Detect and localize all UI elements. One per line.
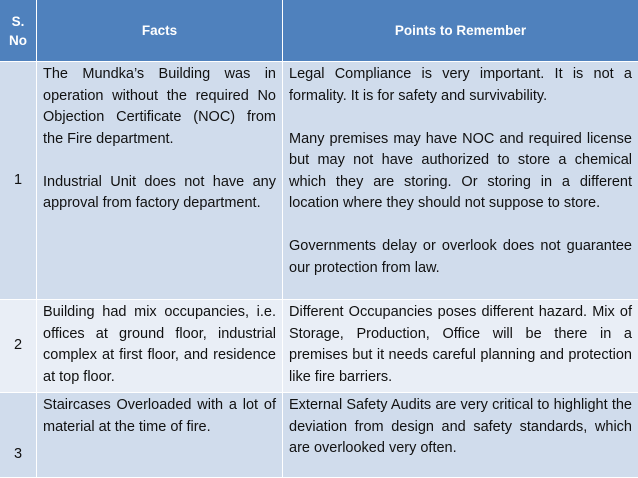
points-cell xyxy=(283,62,638,300)
points-cell xyxy=(283,300,638,393)
table-row xyxy=(0,393,638,478)
header-points: Points to Remember xyxy=(283,0,638,62)
header-row xyxy=(0,0,638,62)
row-number: 1 xyxy=(0,62,37,300)
point-text: Governments delay or overlook does not guarantee our protection from law. xyxy=(289,238,632,276)
point-text: External Safety Audits are very critical to highlight the deviation from design and safety standards, which are overlooked very often. xyxy=(289,397,632,456)
point-text: Different Occupancies poses different hazard. Mix of Storage, Production, Office will be there in a premises but it needs careful planning and protection like fire barriers. xyxy=(289,304,632,385)
fact-text: Staircases Overloaded with a lot of material at the time of fire. xyxy=(43,397,276,435)
table-row xyxy=(0,300,638,393)
row-number: 2 xyxy=(0,300,37,393)
facts-cell xyxy=(37,62,283,300)
header-facts: Facts xyxy=(37,0,283,62)
fact-text: The Mundka’s Building was in operation without the required No Objection Certificate (NOC) from the Fire department. xyxy=(43,66,276,147)
header-sno: S. No xyxy=(0,0,37,62)
point-text: Legal Compliance is very important. It is not a formality. It is for safety and survivability. xyxy=(289,66,632,104)
fact-text: Industrial Unit does not have any approval from factory department. xyxy=(43,173,276,211)
facts-cell xyxy=(37,300,283,393)
row-number: 3 xyxy=(0,393,37,478)
facts-cell xyxy=(37,393,283,478)
table-row xyxy=(0,62,638,300)
point-text: Many premises may have NOC and required license but may not have authorized to store a chemical which they are storing. Or storing in a different location where they should not suppose to store. xyxy=(289,130,632,211)
fact-text: Building had mix occupancies, i.e. offices at ground floor, industrial complex at first floor, and residence at top floor. xyxy=(43,304,276,385)
points-cell xyxy=(283,393,638,478)
